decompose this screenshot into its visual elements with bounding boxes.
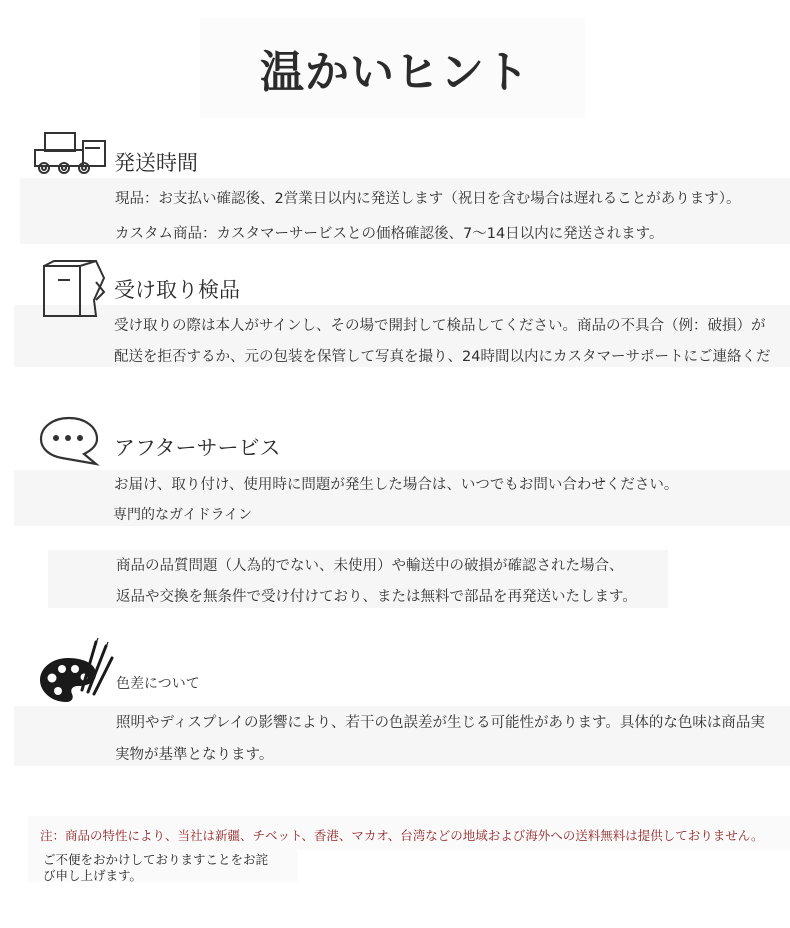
after-service-line-3: 商品の品質問題（人為的でない、未使用）や輸送中の破損が確認された場合、 bbox=[116, 558, 624, 574]
color-line-1: 照明やディスプレイの影響により、若干の色誤差が生じる可能性があります。具体的な色味は商品実 bbox=[116, 715, 765, 731]
truck-icon bbox=[30, 130, 114, 178]
speech-bubble-icon bbox=[38, 414, 100, 468]
after-service-line-1: お届け、取り付け、使用時に問題が発生した場合は、いつでもお問い合わせください。 bbox=[114, 477, 679, 493]
box-icon bbox=[38, 260, 108, 324]
shipping-line-2: カスタム商品：カスタマーサービスとの価格確認後、7〜14日以内に発送されます。 bbox=[115, 226, 664, 242]
after-service-heading: アフターサービス bbox=[114, 436, 281, 460]
shipping-exclusion-note: 注：商品の特性により、当社は新疆、チベット、香港、マカオ、台湾などの地域および海外への送料無料は提供しておりません。 bbox=[40, 828, 764, 843]
receipt-line-1: 受け取りの際は本人がサインし、その場で開封して検品してください。商品の不具合（例：破損）が bbox=[114, 318, 766, 334]
receipt-heading: 受け取り検品 bbox=[114, 278, 240, 302]
color-line-2: 実物が基準となります。 bbox=[115, 747, 274, 763]
palette-icon bbox=[38, 636, 114, 708]
receipt-line-2: 配送を拒否するか、元の包装を保管して写真を撮り、24時間以内にカスタマーサポートにご連絡くだ bbox=[114, 349, 771, 365]
shipping-heading: 発送時間 bbox=[114, 151, 198, 175]
after-service-line-2: 専門的なガイドライン bbox=[113, 507, 253, 523]
color-heading: 色差について bbox=[116, 676, 200, 692]
after-service-line-4: 返品や交換を無条件で受け付けており、または無料で部品を再発送いたします。 bbox=[116, 589, 637, 605]
shipping-line-1: 現品：お支払い確認後、2営業日以内に発送します（祝日を含む場合は遅れることがあります）。 bbox=[115, 191, 741, 207]
apology-text: ご不便をおかけしておりますことをお詫び申し上げます。 bbox=[43, 852, 269, 883]
page-title: 温かいヒント bbox=[260, 47, 530, 98]
